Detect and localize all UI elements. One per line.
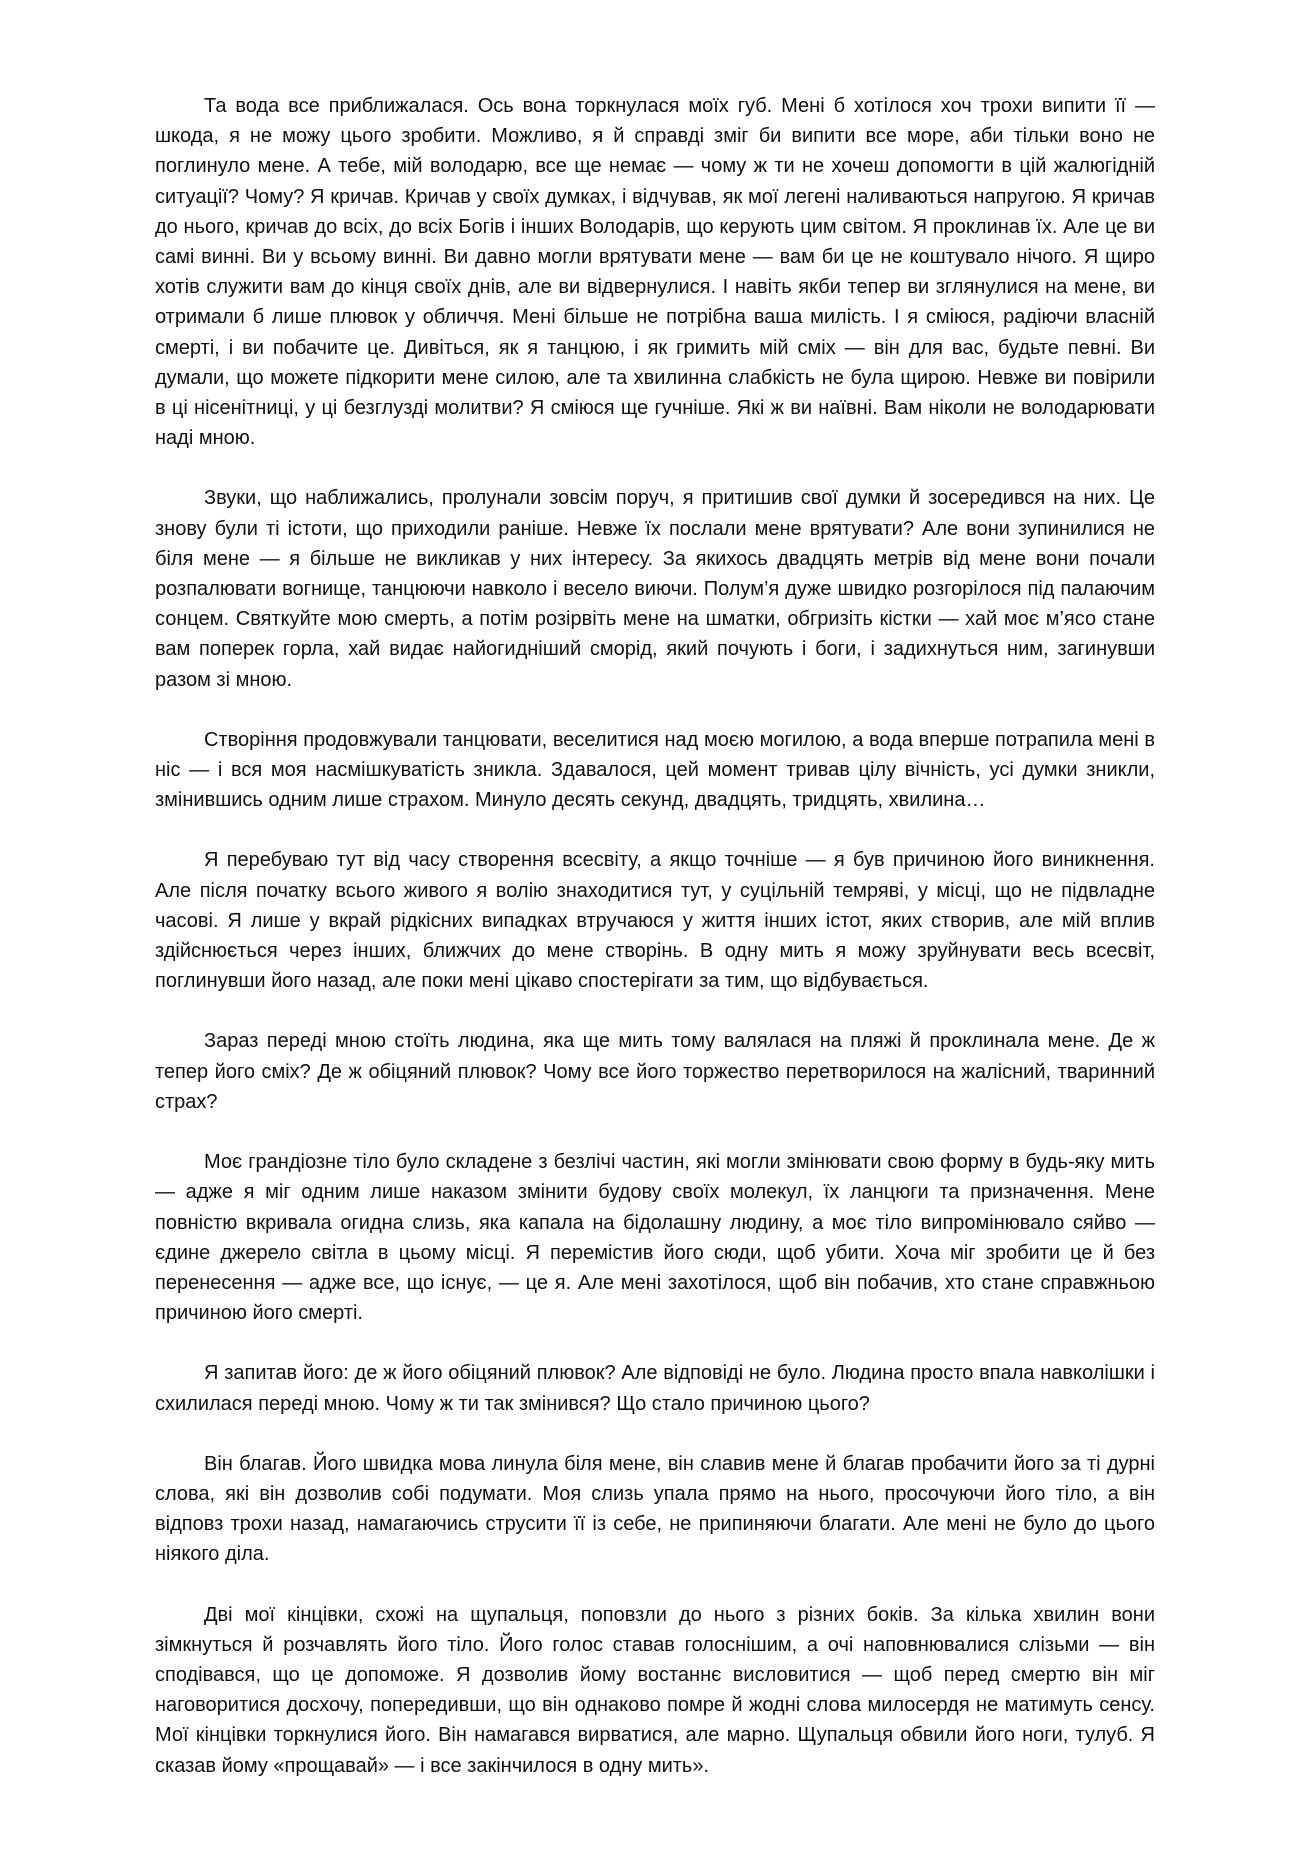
paragraph-7: Я запитав його: де ж його обіцяний плювок? Але відповіді не було. Людина просто впала навколішки і схилилася переді мною. Чому ж ти так змінився? Що стало причиною цього? xyxy=(155,1362,1155,1415)
paragraph-6: Моє грандіозне тіло було складене з безлічі частин, які могли змінювати свою форму в будь-яку мить — адже я міг одним лише наказом змінити будову своїх молекул, їх ланцюги та призначення. Мене повністю вкривала огидна слизь, яка капала на бідолашну людину, а моє тіло випромінювало сяйво — єдине джерело світла в цьому місці. Я перемістив його сюди, щоб убити. Хоча міг зробити це й без перенесення — адже все, що існує, — це я. Але мені захотілося, щоб він побачив, хто стане справжньою причиною його смерті. xyxy=(155,1151,1155,1325)
paragraph-9: Дві мої кінцівки, схожі на щупальця, поповзли до нього з різних боків. За кілька хвилин вони зімкнуться й розчавлять його тіло. Його голос ставав голоснішим, а очі наповнювалися слізьми — він сподівався, що це допоможе. Я дозволив йому востаннє висловитися — щоб перед смертю він міг наговоритися досхочу, попередивши, що він однаково помре й жодні слова милосердя не матимуть сенсу. Мої кінцівки торкнулися його. Він намагався вирватися, але марно. Щупальця обвили його ноги, тулуб. Я сказав йому «прощавай» — і все закінчилося в одну мить». xyxy=(155,1603,1155,1777)
paragraph-8: Він благав. Його швидка мова линула біля мене, він славив мене й благав пробачити його за ті дурні слова, які він дозволив собі подумати. Моя слизь упала прямо на нього, просочуючи його тіло, а він відповз трохи назад, намагаючись струсити її із себе, не припиняючи благати. Але мені не було до цього ніякого діла. xyxy=(155,1452,1155,1566)
paragraph-3: Створіння продовжували танцювати, веселитися над моєю могилою, а вода вперше потрапила мені в ніс — і вся моя насмішкуватість зникла. Здавалося, цей момент тривав цілу вічність, усі думки зникли, змінившись одним лише страхом. Минуло десять секунд, двадцять, тридцять, хвилина… xyxy=(155,728,1155,812)
paragraph-2: Звуки, що наближались, пролунали зовсім поруч, я притишив свої думки й зосередився на них. Це знову були ті істоти, що приходили раніше. Невже їх послали мене врятувати? Але вони зупинилися не біля мене — я більше не викликав у них інтересу. За якихось двадцять метрів від мене вони почали розпалювати вогнище, танцюючи навколо і весело виючи. Полум’я дуже швидко розгорілося під палаючим сонцем. Святкуйте мою смерть, а потім розірвіть мене на шматки, обгризіть кістки — хай моє м’ясо стане вам поперек горла, хай видає найогидніший сморід, який почують і боги, і задихнуться ним, загинувши разом зі мною. xyxy=(155,487,1155,691)
paragraph-1: Та вода все приближалася. Ось вона торкнулася моїх губ. Мені б хотілося хоч трохи випити її — шкода, я не можу цього зробити. Можливо, я й справді зміг би випити все море, аби тільки воно не поглинуло мене. А тебе, мій володарю, все ще немає — чому ж ти не хочеш допомогти в цій жалюгідній ситуації? Чому? Я кричав. Кричав у своїх думках, і відчував, як мої легені наливаються напругою. Я кричав до нього, кричав до всіх, до всіх Богів і інших Володарів, що керують цим світом. Я проклинав їх. Але це ви самі винні. Ви у всьому винні. Ви давно могли врятувати мене — вам би це не коштувало нічого. Я щиро хотів служити вам до кінця своїх днів, але ви відвернулися. І навіть якби тепер ви зглянулися на мене, ви отримали б лише плювок у обличчя. Мені більше не потрібна ваша милість. І я сміюся, радіючи власній смерті, і ви побачите це. Дивіться, як я танцюю, і як гримить мій сміх — він для вас, будьте певні. Ви думали, що можете підкорити мене силою, але та хвилинна слабкість не була щирою. Невже ви повірили в ці нісенітниці, у ці безглузді молитви? Я сміюся ще гучніше. Які ж ви наївні. Вам ніколи не володарювати наді мною. xyxy=(155,95,1155,450)
paragraph-5: Зараз переді мною стоїть людина, яка ще мить тому валялася на пляжі й проклинала мене. Де ж тепер його сміх? Де ж обіцяний плювок? Чому все його торжество перетворилося на жалісний, тваринний страх? xyxy=(155,1030,1155,1113)
document-page xyxy=(155,91,1155,1781)
paragraph-4: Я перебуваю тут від часу створення всесвіту, а якщо точніше — я був причиною його виникнення. Але після початку всього живого я волію знаходитися тут, у суцільній темряві, у місці, що не підвладне часові. Я лише у вкрай рідкісних випадках втручаюся у життя інших істот, яких створив, але мій вплив здійснюється через інших, ближчих до мене створінь. В одну мить я можу зруйнувати весь всесвіт, поглинувши його назад, але поки мені цікаво спостерігати за тим, що відбувається. xyxy=(155,849,1155,993)
